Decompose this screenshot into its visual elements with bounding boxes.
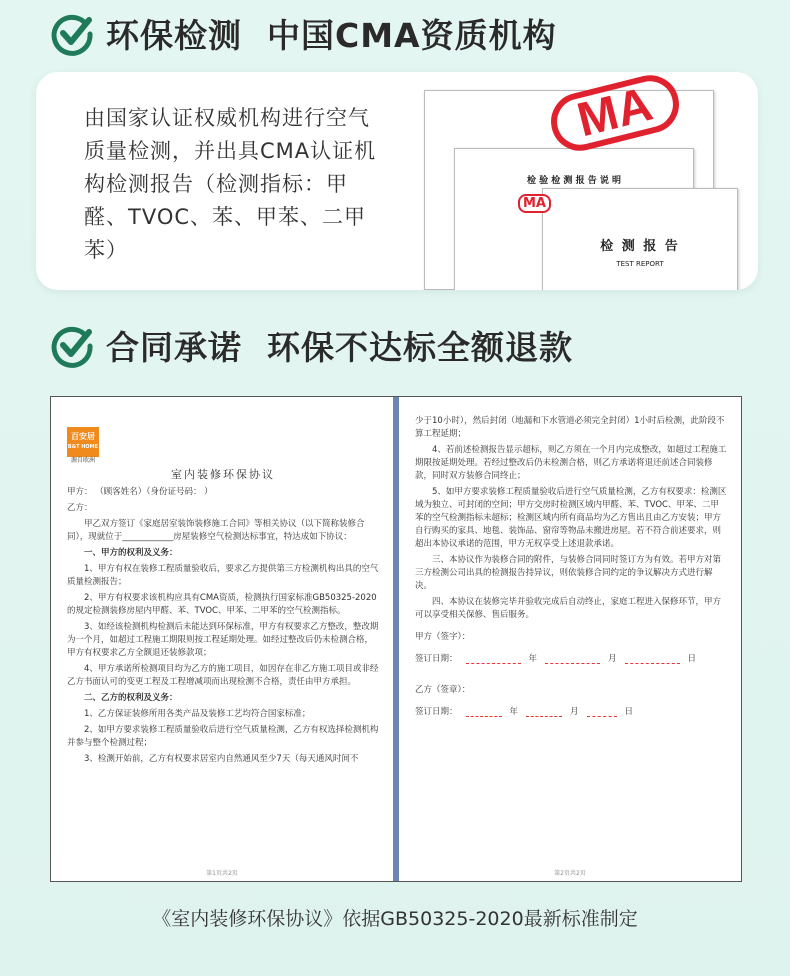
agreement-paragraph: 3、检测开始前，乙方有权要求居室内自然通风至少7天（每天通风时间不: [84, 754, 359, 764]
agreement-paragraph: 4、甲方承诺所检测项目均为乙方的施工项目，如因存在非乙方施工项目或非经乙方书面认可的变更工程及工程增减项而出现检测不合格，责任由甲方承担。: [67, 664, 379, 687]
agreement-paragraph: 1、甲方有权在装修工程质量验收后，要求乙方提供第三方检测机构出具的空气质量检测报告；: [67, 564, 379, 587]
company-logo: 百安居 B&T HOME: [67, 427, 99, 457]
agreement-document: [50, 396, 742, 882]
small-cma-stamp: MA: [518, 194, 551, 213]
caption: 《室内装修环保协议》依据GB50325-2020最新标准制定: [152, 908, 638, 930]
agreement-title: 室内装修环保协议: [171, 468, 275, 481]
agreement-paragraph: 5、如甲方要求装修工程质量验收后进行空气质量检测，乙方有权要求：检测区域为独立、可封闭的空间；甲方交房时检测区域内甲醛、苯、TVOC、甲苯、二甲苯的空气检测指标未超标；检测区域内所有商品均为乙方售出且由乙方安装；甲方自行购买的家具、地毯、装饰品、窗帘等物品未搬进房屋。若不符合前述要求，则超出本协议承诺的范围，甲方无权享受上述退款承诺。: [415, 487, 727, 549]
agreement-paragraph: 2、甲方有权要求该机构应具有CMA资质，检测执行国家标准GB50325-2020的规定检测装修房屋内甲醛、苯、TVOC、甲苯、二甲苯的空气检测指标。: [67, 593, 377, 616]
agreement-paragraph: 二、乙方的权利及义务：: [84, 693, 178, 703]
check-circle-icon: [50, 324, 94, 368]
heading-text: 合同承诺 环保不达标全额退款: [106, 328, 573, 367]
agreement-paragraph: 1、乙方保证装修所用各类产品及装修工艺均符合国家标准；: [84, 709, 311, 719]
agreement-paragraph: 4、若前述检测报告显示超标，则乙方须在一个月内完成整改，如超过工程施工期限按延期处理。若经过整改后仍未检测合格，则乙方承诺将退还前述合同装修款，同时双方装修合同终止；: [415, 445, 727, 481]
report-title-cn: 检 测 报 告: [600, 239, 680, 254]
page-footer: 第1页共2页: [206, 870, 238, 877]
section-heading-testing: [50, 10, 557, 57]
cma-info-card: [36, 72, 758, 290]
agreement-paragraph: 甲方： （顾客姓名）（身份证号码： ）: [67, 487, 213, 497]
cma-stamp: MA: [545, 72, 685, 157]
heading-text: 环保检测 中国CMA资质机构: [106, 16, 557, 55]
explain-title: 检 验 检 测 报 告 说 明: [527, 176, 621, 186]
agreement-paragraph: 乙方：: [67, 503, 93, 513]
report-title-en: TEST REPORT: [616, 260, 664, 268]
agreement-paragraph: 甲乙双方签订《家庭居室装饰装修施工合同》等相关协议（以下简称装修合同），现就位于____________房屋装修空气检测达标事宜，特达成如下协议：: [67, 519, 365, 542]
cma-description: 由国家认证权威机构进行空气质量检测，并出具CMA认证机构检测报告（检测指标：甲醛、TVOC、苯、甲苯、二甲苯）: [84, 106, 377, 262]
report-cover-page: [542, 188, 738, 290]
agreement-page-1: [51, 397, 393, 881]
agreement-paragraph: 2、如甲方要求装修工程质量验收后进行空气质量检测，乙方有权选择检测机构并参与整个检测过程；: [67, 725, 379, 748]
agreement-paragraph: 一、甲方的权利及义务：: [84, 548, 178, 558]
party-b-date: 签订日期： 年 月 日: [415, 707, 634, 717]
cma-report-images: [418, 77, 758, 290]
page-footer: 第2页共2页: [554, 870, 586, 877]
agreement-page-2: [399, 397, 741, 881]
check-circle-icon: [50, 12, 94, 56]
party-b-signature: 乙方（签章）：: [415, 685, 471, 695]
party-a-signature: 甲方（签字）：: [415, 632, 471, 642]
section-heading-contract: [50, 322, 573, 369]
agreement-paragraph: 3、如经该检测机构检测后未能达到环保标准，甲方有权要求乙方整改，整改期为一个月，如超过工程施工期限则按工程延期处理。如经过整改后仍未检测合格，甲方有权要求乙方全额退还装修款项；: [67, 622, 379, 658]
agreement-paragraph: 三、本协议作为装修合同的附件，与装修合同同时签订方为有效。若甲方对第三方检测公司出具的检测报告持异议，则依装修合同约定的争议解决方式进行解决。: [415, 555, 722, 591]
agreement-paragraph: 少于10小时），然后封闭（地漏和下水管道必须完全封闭）1小时后检测，此阶段不算工程延期；: [415, 416, 725, 439]
agreement-paragraph: 四、本协议在装修完毕并验收完成后自动终止，家庭工程进入保修环节，甲方可以享受相关保修、售后服务。: [415, 597, 722, 620]
party-a-date: 签订日期： 年 月 日: [415, 654, 697, 664]
logo-subtitle: 源自欧洲: [71, 457, 96, 464]
